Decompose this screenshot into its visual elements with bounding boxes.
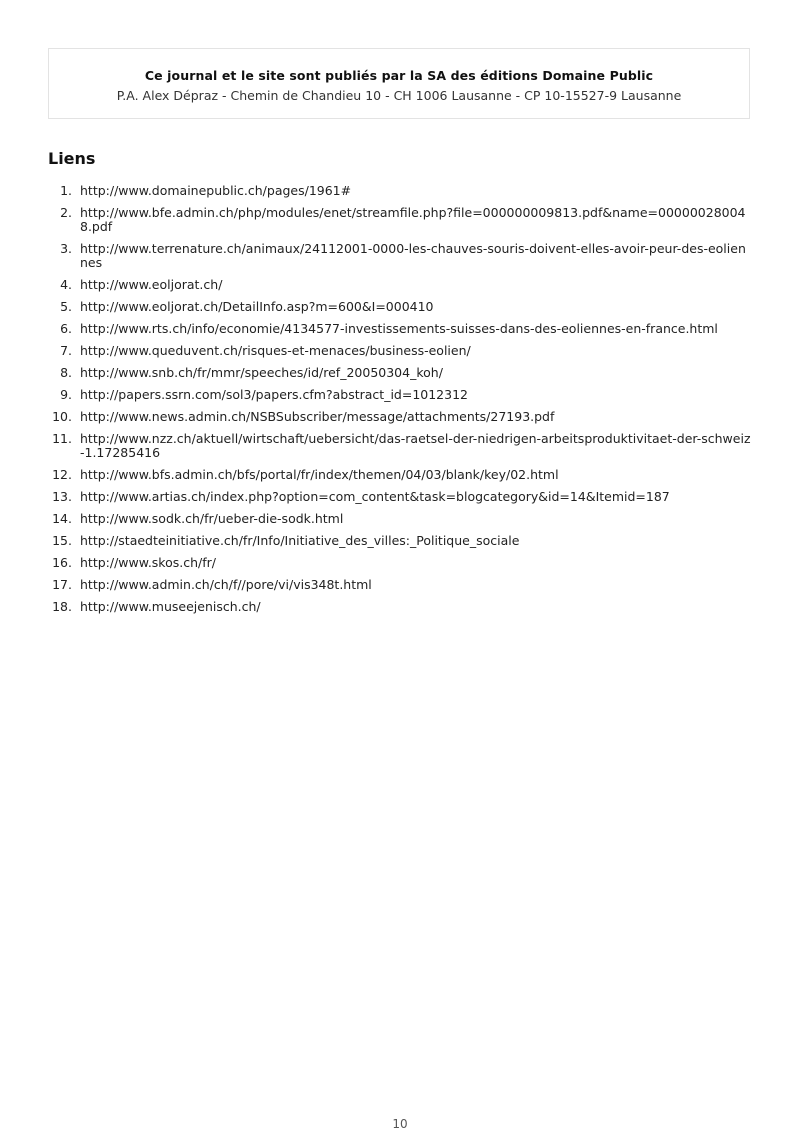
imprint-title: Ce journal et le site sont publiés par la SA des éditions Domaine Public [144, 68, 654, 83]
link-url[interactable]: http://www.snb.ch/fr/mmr/speeches/id/ref_20050304_koh/ [80, 365, 443, 380]
link-item [48, 600, 752, 614]
link-url[interactable]: http://www.terrenature.ch/animaux/24112001-0000-les-chauves-souris-doivent-elles-avoir-peur-des-eoliennes [80, 241, 746, 270]
link-item [48, 578, 752, 592]
link-number: 11. [52, 431, 72, 446]
link-item [48, 366, 752, 380]
link-item [48, 206, 752, 234]
link-item [48, 344, 752, 358]
link-url[interactable]: http://www.rts.ch/info/economie/4134577-investissements-suisses-dans-des-eoliennes-en-france.html [80, 321, 718, 336]
link-number: 6. [60, 321, 72, 336]
link-url[interactable]: http://www.eoljorat.ch/DetailInfo.asp?m=600&I=000410 [80, 299, 434, 314]
link-item [48, 410, 752, 424]
imprint-box [48, 48, 750, 119]
section-title-liens: Liens [48, 149, 96, 168]
link-item [48, 300, 752, 314]
link-number: 4. [60, 277, 72, 292]
link-item [48, 184, 752, 198]
link-item [48, 490, 752, 504]
link-item [48, 534, 752, 548]
link-number: 9. [60, 387, 72, 402]
link-item [48, 556, 752, 570]
link-item [48, 468, 752, 482]
link-item [48, 512, 752, 526]
links-list [48, 184, 752, 622]
link-number: 16. [52, 555, 72, 570]
link-number: 8. [60, 365, 72, 380]
link-number: 12. [52, 467, 72, 482]
link-url[interactable]: http://www.museejenisch.ch/ [80, 599, 261, 614]
link-number: 18. [52, 599, 72, 614]
link-url[interactable]: http://staedteinitiative.ch/fr/Info/Initiative_des_villes:_Politique_sociale [80, 533, 520, 548]
link-item [48, 242, 752, 270]
link-url[interactable]: http://www.artias.ch/index.php?option=com_content&task=blogcategory&id=14&Itemid=187 [80, 489, 670, 504]
link-item [48, 388, 752, 402]
link-url[interactable]: http://papers.ssrn.com/sol3/papers.cfm?abstract_id=1012312 [80, 387, 468, 402]
imprint-address: P.A. Alex Dépraz - Chemin de Chandieu 10 - CH 1006 Lausanne - CP 10-15527-9 Lausanne [116, 88, 682, 103]
link-item [48, 432, 752, 460]
link-number: 3. [60, 241, 72, 256]
link-url[interactable]: http://www.eoljorat.ch/ [80, 277, 223, 292]
link-number: 13. [52, 489, 72, 504]
link-number: 2. [60, 205, 72, 220]
link-url[interactable]: http://www.queduvent.ch/risques-et-menaces/business-eolien/ [80, 343, 471, 358]
link-number: 7. [60, 343, 72, 358]
link-url[interactable]: http://www.bfs.admin.ch/bfs/portal/fr/index/themen/04/03/blank/key/02.html [80, 467, 559, 482]
link-url[interactable]: http://www.news.admin.ch/NSBSubscriber/message/attachments/27193.pdf [80, 409, 555, 424]
link-number: 14. [52, 511, 72, 526]
page-number: 10 [392, 1117, 408, 1131]
link-url[interactable]: http://www.bfe.admin.ch/php/modules/enet/streamfile.php?file=000000009813.pdf&name=000000280048.pdf [80, 205, 746, 234]
link-item [48, 322, 752, 336]
link-url[interactable]: http://www.admin.ch/ch/f//pore/vi/vis348t.html [80, 577, 372, 592]
link-number: 17. [52, 577, 72, 592]
link-number: 10. [52, 409, 72, 424]
link-url[interactable]: http://www.sodk.ch/fr/ueber-die-sodk.html [80, 511, 344, 526]
link-number: 15. [52, 533, 72, 548]
link-url[interactable]: http://www.nzz.ch/aktuell/wirtschaft/uebersicht/das-raetsel-der-niedrigen-arbeitsproduktivitaet-der-schweiz-1.17285416 [80, 431, 751, 460]
link-number: 1. [60, 183, 72, 198]
link-item [48, 278, 752, 292]
link-url[interactable]: http://www.skos.ch/fr/ [80, 555, 216, 570]
link-url[interactable]: http://www.domainepublic.ch/pages/1961# [80, 183, 352, 198]
link-number: 5. [60, 299, 72, 314]
